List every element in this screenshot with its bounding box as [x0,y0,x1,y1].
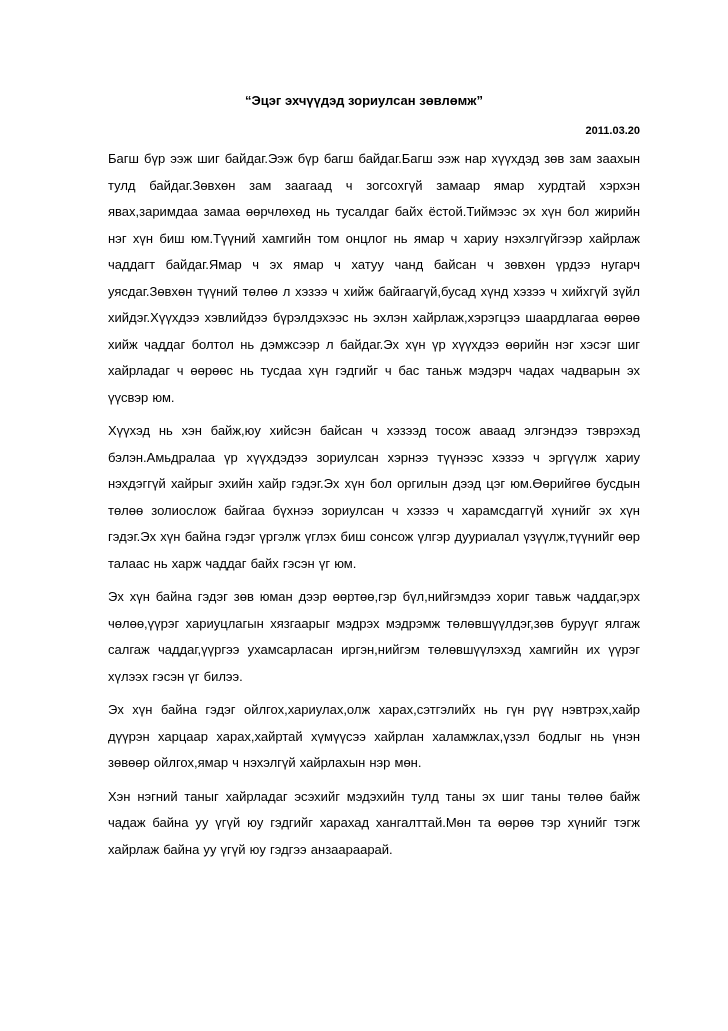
paragraph-1: Багш бүр ээж шиг байдаг.Ээж бүр багш байдаг.Багш ээж нар хүүхдэд зөв зам заахын тулд байдаг.Зөвхөн зам заагаад ч зогсохгүй замаар ямар хурдтай хэрхэн явах,заримдаа замаа өөрчлөхөд нь тусалдаг байх ёстой.Тиймээс эх хүн бол жирийн нэг хүн биш юм.Түүний хамгийн том онцлог нь ямар ч хариу нэхэлгүйгээр хайрлаж чаддагт байдаг.Ямар ч эх ямар ч хатуу чанд байсан ч зөвхөн үрдээ нугарч уясдаг.Зөвхөн түүний төлөө л хэзээ ч хийж байгаагүй,бусад хүнд хэзээ ч хийхгүй зүйл хийдэг.Хүүхдээ хэвлийдээ бүрэлдэхээс нь эхлэн хайрлаж,хэрэгцээ шаардлагаа өөрөө хийж чаддаг болтол нь дэмжсээр л байдаг.Эх хүн үр хүүхдээ өөрийн нэг хэсэг шиг хайрладаг ч өөрөөс нь тусдаа хүн гэдгийг ч бас таньж мэдэрч чадах чадварын эх үүсвэр юм. [108,151,640,405]
paragraph-3: Эх хүн байна гэдэг зөв юман дээр өөртөө,гэр бүл,нийгэмдээ хориг тавьж чаддаг,эрх чөлөө,үүрэг хариуцлагын хязгаарыг мэдрэх мэдрэмж төлөвшүүлдэг,зөв буруүг ялгаж салгаж чаддаг,үүргээ ухамсарласан иргэн,нийгэм төлөвшүүлэхэд хамгийн их үүрэг хүлээх гэсэн үг билээ. [108,589,640,684]
paragraph-5: Хэн нэгний таныг хайрладаг эсэхийг мэдэхийн тулд таны эх шиг таны төлөө байж чадаж байна уу үгүй юу гэдгийг харахад хангалттай.Мөн та өөрөө тэр хүнийг тэгж хайрлаж байна уу үгүй юу гэдгээ анзаараарай. [108,788,640,857]
document-date: 2011.03.20 [585,125,640,137]
document-body [108,146,640,870]
document-title: “Эцэг эхчүүдэд зориулсан зөвлөмж” [245,93,483,108]
paragraph-2: Хүүхэд нь хэн байж,юу хийсэн байсан ч хэзээд тосож аваад элгэндээ тэврэхэд бэлэн.Амьдралаа үр хүүхдэдээ зориулсан хэрнээ түүнээс хэзээ ч эргүүлж хариу нэхдэггүй хайрыг эхийн хайр гэдэг.Эх хүн бол оргилын дээд цэг юм.Өөрийгөө бусдын төлөө золиослож байгаа бүхнээ зориулсан ч хэзээ ч харамсдаггүй хүнийг эх хүн гэдэг.Эх хүн байна гэдэг үргэлж үглэх биш сонсож үлгэр дууриалал үзүүлж,түүнийг өөр талаас нь харж чаддаг байх гэсэн үг юм. [108,423,640,571]
paragraph-4: Эх хүн байна гэдэг ойлгох,хариулах,олж харах,сэтгэлийх нь гүн рүү нэвтрэх,хайр дүүрэн харцаар харах,хайртай хүмүүсээ хайрлан халамжлах,үзэл бодлыг нь үнэн зөвөөр ойлгох,ямар ч нэхэлгүй хайрлахын нэр мөн. [108,702,640,770]
